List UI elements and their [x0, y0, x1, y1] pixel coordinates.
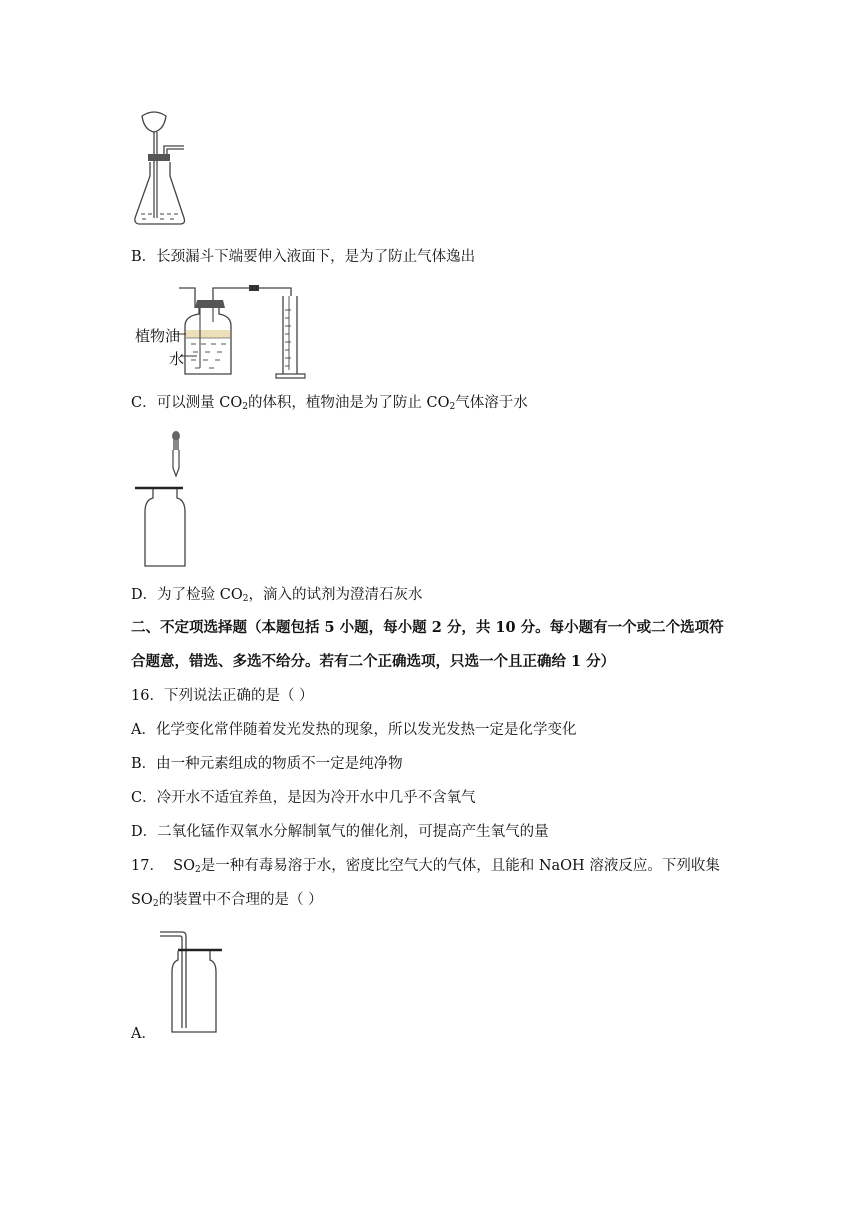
dropper-jar-figure [133, 428, 193, 570]
q16-option-a: A．化学变化常伴随着发光发热的现象，所以发光发热一定是化学变化 [131, 722, 577, 738]
q16-option-b: B．由一种元素组成的物质不一定是纯净物 [131, 756, 403, 772]
water-label: 水 [169, 350, 185, 368]
q16-option-c: C．冷开水不适宜养鱼，是因为冷开水中几乎不含氧气 [131, 790, 476, 806]
q17-option-a: A． [131, 1026, 156, 1042]
q17-jar-figure [156, 924, 228, 1036]
q16-stem: 16．下列说法正确的是（ ） [131, 688, 314, 704]
gas-measure-figure [133, 282, 313, 382]
option-b-text: B．长颈漏斗下端要伸入液面下，是为了防止气体逸出 [131, 249, 476, 265]
q17-stem-line1: 17． $SO_2$是一种有毒易溶于水，密度比空气大的气体，且能和 NaOH 溶液反应。下列收集 [131, 858, 720, 875]
oil-label: 植物油 [135, 327, 181, 345]
q17-stem-line2: $SO_2$的装置中不合理的是（ ） [131, 892, 323, 909]
section-heading-line2: 合题意，错选、多选不给分。若有二个正确选项，只选一个且正确给 1 分） [131, 653, 616, 670]
option-c-text: C．可以测量 $CO_2$的体积，植物油是为了防止 $CO_2$气体溶于水 [131, 395, 528, 412]
section-heading-line1: 二、不定项选择题（本题包括 5 小题，每小题 2 分，共 10 分。每小题有一个或二个选项符 [131, 619, 724, 636]
option-d-text: D．为了检验 $CO_2$，滴入的试剂为澄清石灰水 [131, 587, 423, 604]
q16-option-d: D．二氧化锰作双氧水分解制氧气的催化剂，可提高产生氧气的量 [131, 824, 549, 840]
flask-funnel-figure [132, 106, 192, 228]
